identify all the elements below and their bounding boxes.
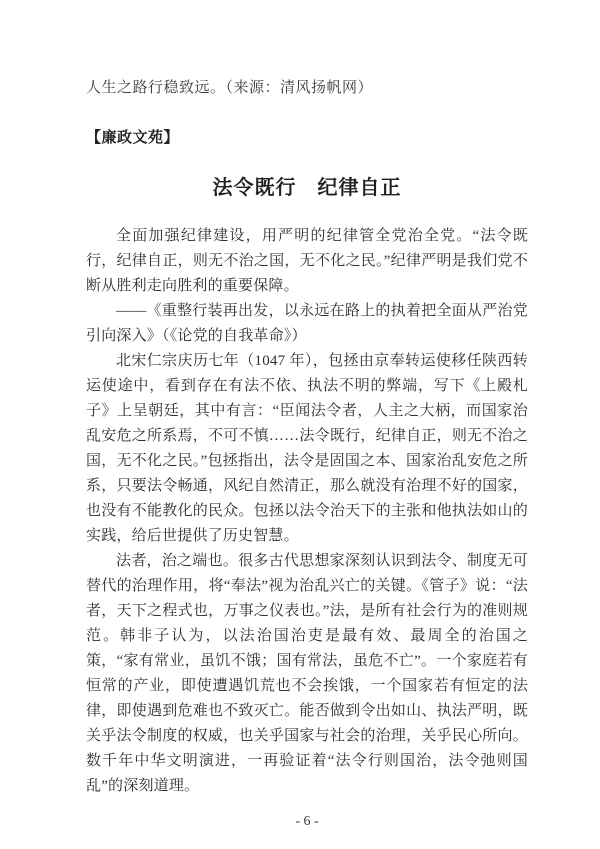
page-number: - 6 - [295, 814, 319, 829]
article-title: 法令既行 纪律自正 [212, 177, 402, 199]
intro-source-line: 人生之路行稳致远。（来源：清风扬帆网） [86, 80, 374, 96]
section-label: 【廉政文苑】 [86, 129, 180, 146]
paragraph-baozheng-story: 北宋仁宗庆历七年（1047 年），包拯由京奉转运使移任陕西转运使途中，看到存在有法不依、执法不明的弊端，写下《上殿札子》上呈朝廷，其中有言：“臣闻法令者，人主之大柄，而国家治乱安危之所系焉，不可不慎……法令既行，纪律自正，则无不治之国，无不化之民。”包拯指出，法令是固国之本、国家治乱安危之所系，只要法令畅通，风纪自然清正，那么就没有治理不好的国家，也没有不能教化的民众。包拯以法令治天下的主张和他执法如山的实践，给后世提供了历史智慧。 [86, 353, 528, 544]
paragraph-rule-of-law: 法者，治之端也。很多古代思想家深刻认识到法令、制度无可替代的治理作用，将“奉法”视为治乱兴亡的关键。《管子》说：“法者，天下之程式也，万事之仪表也。”法，是所有社会行为的准则规范。韩非子认为，以法治国治吏是最有效、最周全的治国之策，“家有常业，虽饥不饿；国有常法，虽危不亡”。一个家庭若有恒常的产业，即使遭遇饥荒也不会挨饿，一个国家若有恒定的法律，即使遇到危难也不致灭亡。能否做到令出如山、执法严明，既关乎法令制度的权威，也关乎国家与社会的治理，关乎民心所向。数千年中华文明演进，一再验证着“法令行则国治，法令弛则国乱”的深刻道理。 [86, 553, 528, 794]
article-body [86, 224, 528, 799]
paragraph-citation: ——《重整行装再出发，以永远在路上的执着把全面从严治党引向深入》（《论党的自我革命》） [86, 303, 528, 344]
paragraph-lead: 全面加强纪律建设，用严明的纪律管全党治全党。“法令既行，纪律自正，则无不治之国，无不化之民。”纪律严明是我们党不断从胜利走向胜利的重要保障。 [86, 228, 528, 294]
